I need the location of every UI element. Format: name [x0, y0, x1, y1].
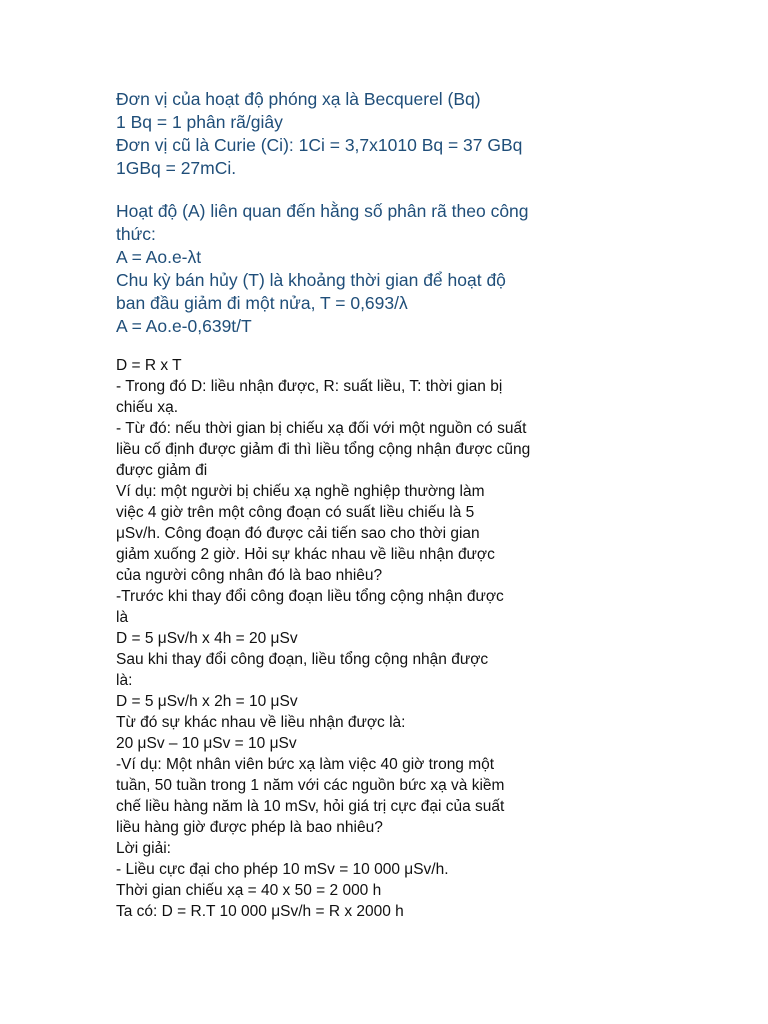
text-line: 1 Bq = 1 phân rã/giây [116, 112, 283, 132]
text-line: D = R x T [116, 357, 182, 374]
text-line: Thời gian chiếu xạ = 40 x 50 = 2 000 h [116, 882, 382, 899]
text-line: của người công nhân đó là bao nhiêu? [116, 567, 383, 584]
text-line: tuần, 50 tuần trong 1 năm với các nguồn bức xạ và kiềm [116, 777, 505, 794]
text-line: thức: [116, 224, 156, 244]
text-line: D = 5 μSv/h x 4h = 20 μSv [116, 630, 298, 647]
text-line: Sau khi thay đổi công đoạn, liều tổng cộng nhận được [116, 651, 489, 668]
text-line: là [116, 609, 129, 626]
text-line: là: [116, 672, 133, 689]
text-line: - Từ đó: nếu thời gian bị chiếu xạ đối với một nguồn có suất [116, 420, 527, 437]
text-line: -Trước khi thay đổi công đoạn liều tổng cộng nhận được [116, 588, 504, 605]
dose-example-section [116, 355, 530, 922]
text-line: ban đầu giảm đi một nửa, T = 0,693/λ [116, 293, 408, 313]
text-line: được giảm đi [116, 462, 208, 479]
text-line: chế liều hàng năm là 10 mSv, hỏi giá trị cực đại của suất [116, 798, 505, 815]
text-line: việc 4 giờ trên một công đoạn có suất liều chiếu là 5 [116, 504, 475, 521]
text-line: Hoạt độ (A) liên quan đến hằng số phân rã theo công [116, 201, 529, 221]
text-line: liều cố định được giảm đi thì liều tổng cộng nhận được cũng [116, 441, 531, 458]
text-line: -Ví dụ: Một nhân viên bức xạ làm việc 40 giờ trong một [116, 756, 495, 773]
activity-unit-section [116, 88, 522, 180]
text-line: Ví dụ: một người bị chiếu xạ nghề nghiệp thường làm [116, 483, 485, 500]
text-line: 20 μSv – 10 μSv = 10 μSv [116, 735, 297, 752]
text-line: Đơn vị của hoạt độ phóng xạ là Becquerel (Bq) [116, 89, 481, 109]
text-line: Chu kỳ bán hủy (T) là khoảng thời gian để hoạt độ [116, 270, 506, 290]
text-line: giảm xuống 2 giờ. Hỏi sự khác nhau về liều nhận được [116, 546, 495, 563]
text-line: Đơn vị cũ là Curie (Ci): 1Ci = 3,7x1010 Bq = 37 GBq [116, 135, 523, 155]
text-line: 1GBq = 27mCi. [116, 158, 237, 178]
text-line: chiếu xạ. [116, 399, 179, 416]
text-line: Từ đó sự khác nhau về liều nhận được là: [116, 714, 406, 731]
decay-formula-section [116, 200, 529, 338]
text-line: Ta có: D = R.T 10 000 μSv/h = R x 2000 h [116, 903, 404, 920]
text-line: D = 5 μSv/h x 2h = 10 μSv [116, 693, 298, 710]
text-line: A = Ao.e-0,639t/T [116, 316, 252, 336]
text-line: μSv/h. Công đoạn đó được cải tiến sao cho thời gian [116, 525, 480, 542]
text-line: - Liều cực đại cho phép 10 mSv = 10 000 μSv/h. [116, 861, 449, 878]
text-line: liều hàng giờ được phép là bao nhiêu? [116, 819, 383, 836]
text-line: A = Ao.e-λt [116, 247, 202, 267]
text-line: - Trong đó D: liều nhận được, R: suất liều, T: thời gian bị [116, 378, 503, 395]
text-line: Lời giải: [116, 840, 171, 857]
